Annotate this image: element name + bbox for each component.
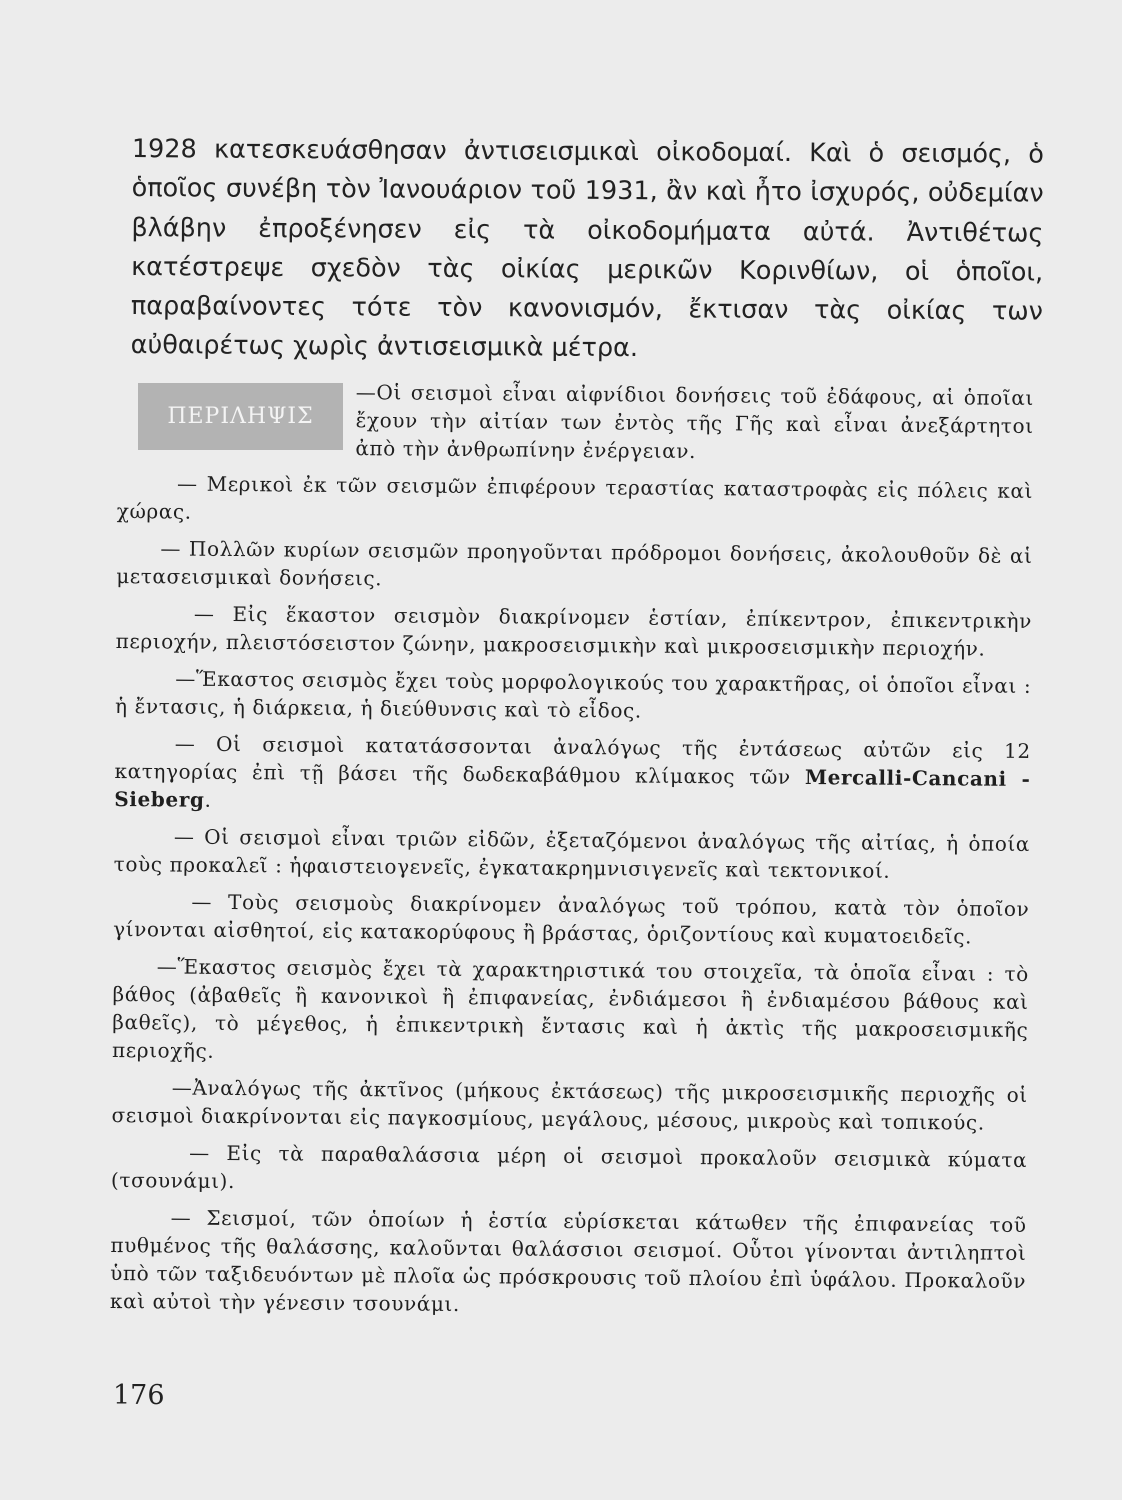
summary-label-text: ΠΕΡΙΛΗΨΙΣ [167, 404, 314, 429]
summary-paragraph-11: — Εἰς τὰ παραθαλάσσια μέρη οἱ σεισμοὶ προκαλοῦν σεισμικὰ κύματα (τσουνάμι). [110, 1140, 1028, 1194]
summary-paragraph-1: —Οἱ σεισμοὶ εἶναι αἰφνίδιοι δονήσεις τοῦ ἐδάφους, αἱ ὁποῖαι ἔχουν τὴν αἰτίαν των ἐντὸς τῆς Γῆς καὶ εἶναι ἀνεξάρτητοι ἀπὸ τὴν ἀνθρωπίνην ἐνέργειαν. [355, 380, 1034, 464]
scale-name: Mercalli-Cancani - Sieberg [114, 765, 1031, 812]
page-number: 176 [113, 1380, 165, 1411]
summary-paragraph-7: — Οἱ σεισμοὶ εἶναι τριῶν εἰδῶν, ἐξεταζόμενοι ἀναλόγως τῆς αἰτίας, ἡ ὁποία τοὺς προκαλεῖ : ἡφαιστειογενεῖς, ἐγκατακρημνισιγενεῖς καὶ τεκτονικοί. [113, 824, 1031, 883]
scale-end: . [204, 787, 212, 812]
summary-paragraph-8: — Τοὺς σεισμοὺς διακρίνομεν ἀναλόγως τοῦ τρόπου, κατὰ τὸν ὁποῖον γίνονται αἰσθητοί, εἰς κατακορύφους ἢ βράστας, ὁριζοντίους καὶ κυματοειδεῖς. [113, 889, 1030, 949]
summary-paragraph-6 [114, 729, 1031, 821]
summary-paragraph-10: —Ἀναλόγως τῆς ἀκτῖνος (μήκους ἐκτάσεως) τῆς μικροσεισμικῆς περιοχῆς οἱ σεισμοὶ διακρίνονται εἰς παγκοσμίους, μεγάλους, μέσους, μικροὺς καὶ τοπικούς. [111, 1075, 1028, 1135]
summary-paragraph-3: — Πολλῶν κυρίων σεισμῶν προηγοῦνται πρόδρομοι δονήσεις, ἀκολουθοῦν δὲ αἱ μετασεισμικαὶ δονήσεις. [116, 536, 1033, 591]
summary-paragraph-12: — Σεισμοί, τῶν ὁποίων ἡ ἑστία εὑρίσκεται κάτωθεν τῆς ἐπιφανείας τοῦ πυθμένος τῆς θαλάσσης, καλοῦνται θαλάσσιοι σεισμοί. Οὗτοι γίνονται ἀντιληπτοὶ ὑπὸ τῶν ταξιδευόντων μὲ πλοῖα ὡς πρόσκρουσις τοῦ πλοίου ἐπὶ ὑφάλου. Προκαλοῦν καὶ αὐτοὶ τὴν γένεσιν τσουνάμι. [109, 1205, 1027, 1317]
summary-paragraph-4: — Εἰς ἕκαστον σεισμὸν διακρίνομεν ἑστίαν, ἐπίκεντρον, ἐπικεντρικὴν περιοχήν, πλειστόσειστον ζώνην, μακροσεισμικὴν καὶ μικροσεισμικὴν περιοχήν. [115, 601, 1033, 661]
scale-text: — Οἱ σεισμοὶ κατατάσσονται ἀναλόγως τῆς ἐντάσεως αὐτῶν εἰς 12 κατηγορίας ἐπὶ τῇ βάσει τῆς δωδεκαβάθμου κλίμακος τῶν [114, 731, 1031, 790]
intro-paragraph: 1928 κατεσκευάσθησαν ἀντισεισμικαὶ οἰκοδομαί. Καὶ ὁ σεισμός, ὁ ὁποῖος συνέβη τὸν Ἰανουάριον τοῦ 1931, ἂν καὶ ἦτο ἰσχυρός, οὐδεμίαν βλάβην ἐπροξένησεν εἰς τὰ οἰκοδομήματα αὐτά. Ἀντιθέτως κατέστρεψε σχεδὸν τὰς οἰκίας μερικῶν Κορινθίων, οἱ ὁποῖοι, παραβαίνοντες τότε τὸν κανονισμόν, ἔκτισαν τὰς οἰκίας των αὐθαιρέτως χωρὶς ἀντισεισμικὰ μέτρα. [130, 133, 1044, 364]
summary-section [110, 376, 1034, 1332]
summary-paragraph-9: —Ἕκαστος σεισμὸς ἔχει τὰ χαρακτηριστικά του στοιχεῖα, τὰ ὁποῖα εἶναι : τὸ βάθος (ἀβαθεῖς ἢ κανονικοὶ ἢ ἐπιφανείας, ἐνδιάμεσοι ἢ ἐνδιαμέσου βάθους καὶ βαθεῖς), τὸ μέγεθος, ἡ ἐπικεντρικὴ ἔντασις καὶ ἡ ἀκτὶς τῆς μακροσεισμικῆς περιοχῆς. [112, 954, 1029, 1063]
summary-paragraph-2: — Μερικοὶ ἐκ τῶν σεισμῶν ἐπιφέρουν τεραστίας καταστροφὰς εἰς πόλεις καὶ χώρας. [116, 471, 1034, 524]
summary-paragraph-5: —Ἕκαστος σεισμὸς ἔχει τοὺς μορφολογικούς του χαρακτῆρας, οἱ ὁποῖοι εἶναι : ἡ ἔντασις, ἡ διάρκεια, ἡ διεύθυνσις καὶ τὸ εἶδος. [115, 666, 1032, 723]
